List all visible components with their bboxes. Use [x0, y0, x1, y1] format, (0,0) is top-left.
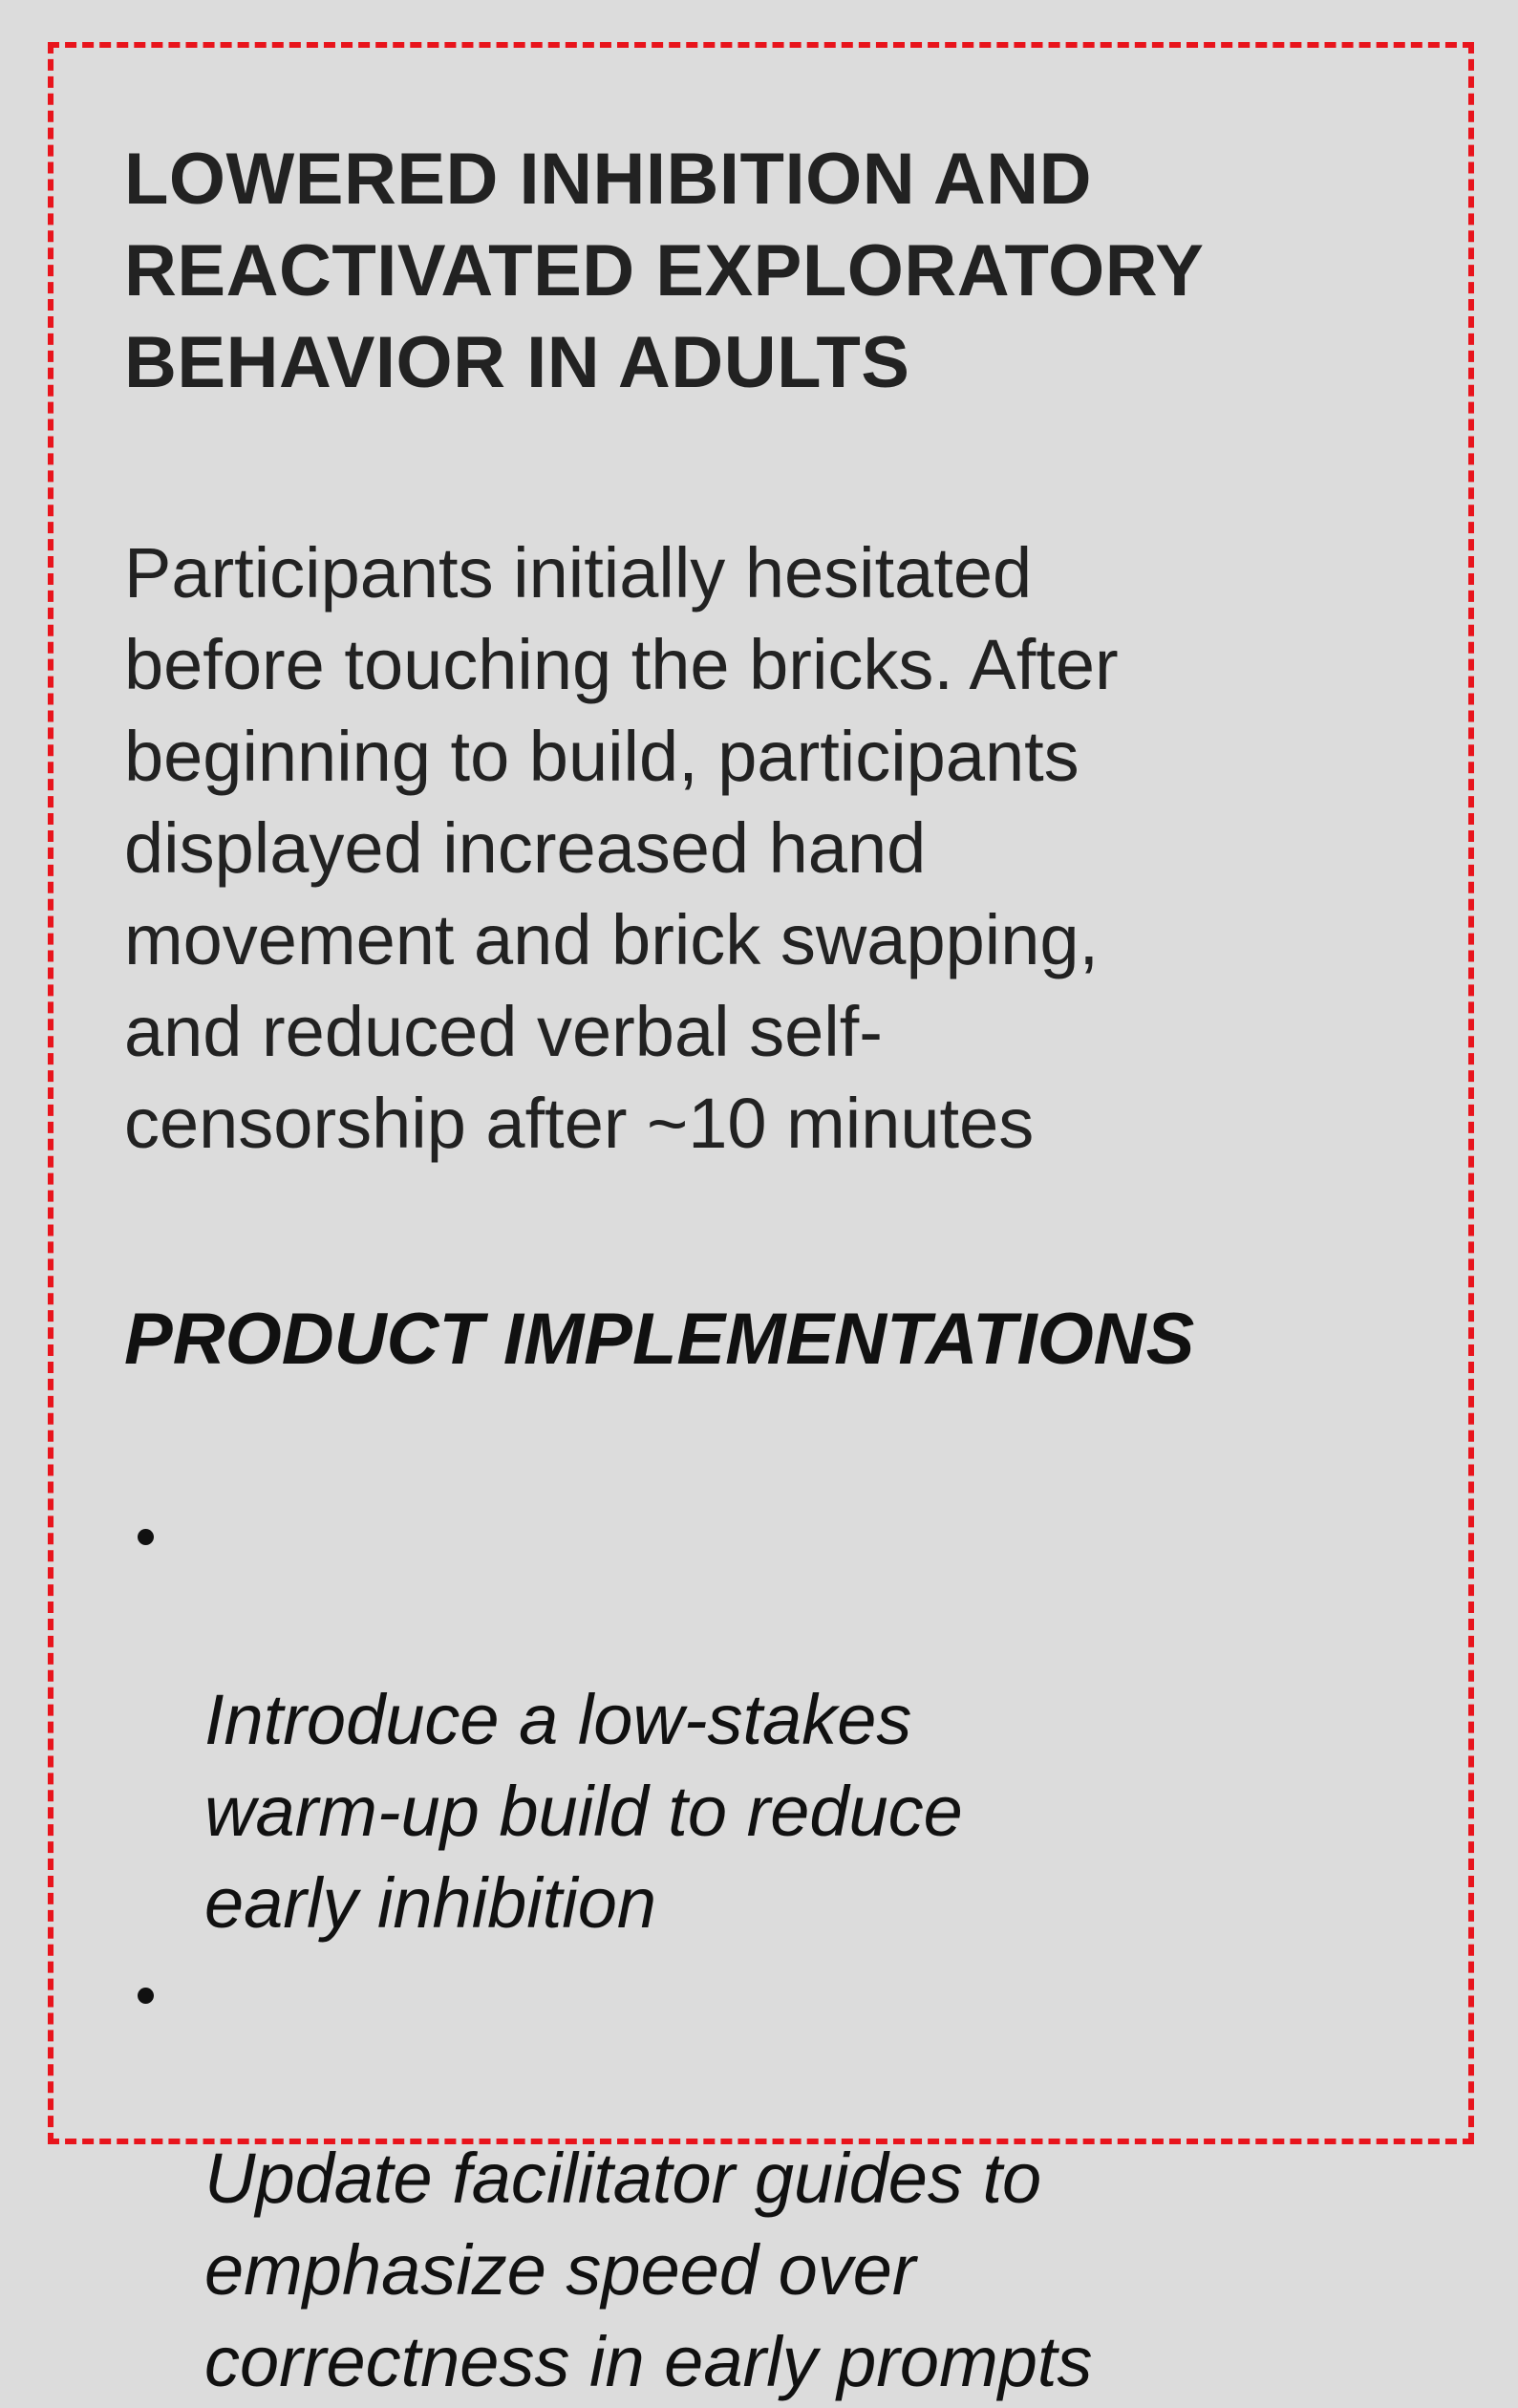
- bullet-dot-icon: [138, 1988, 154, 2004]
- list-item: [124, 1949, 1404, 2408]
- list-item: [124, 1491, 1404, 1949]
- insight-body: Participants initially hesitated before touching the bricks. After beginning to build, participants displayed increased hand movement and brick swapping, and reduced verbal self- censorship after ~10 minutes: [124, 533, 1119, 1163]
- section-title-product-implementations: PRODUCT IMPLEMENTATIONS: [124, 1299, 1195, 1380]
- list-item-text: Update facilitator guides to emphasize speed over correctness in early prompts: [204, 2139, 1093, 2401]
- card-content: [124, 134, 1404, 2408]
- insight-title: LOWERED INHIBITION AND REACTIVATED EXPLORATORY BEHAVIOR IN ADULTS: [124, 139, 1205, 403]
- implementation-list: [124, 1491, 1404, 2408]
- list-item-text: Introduce a low-stakes warm-up build to reduce early inhibition: [204, 1680, 963, 1943]
- bullet-dot-icon: [138, 1529, 154, 1545]
